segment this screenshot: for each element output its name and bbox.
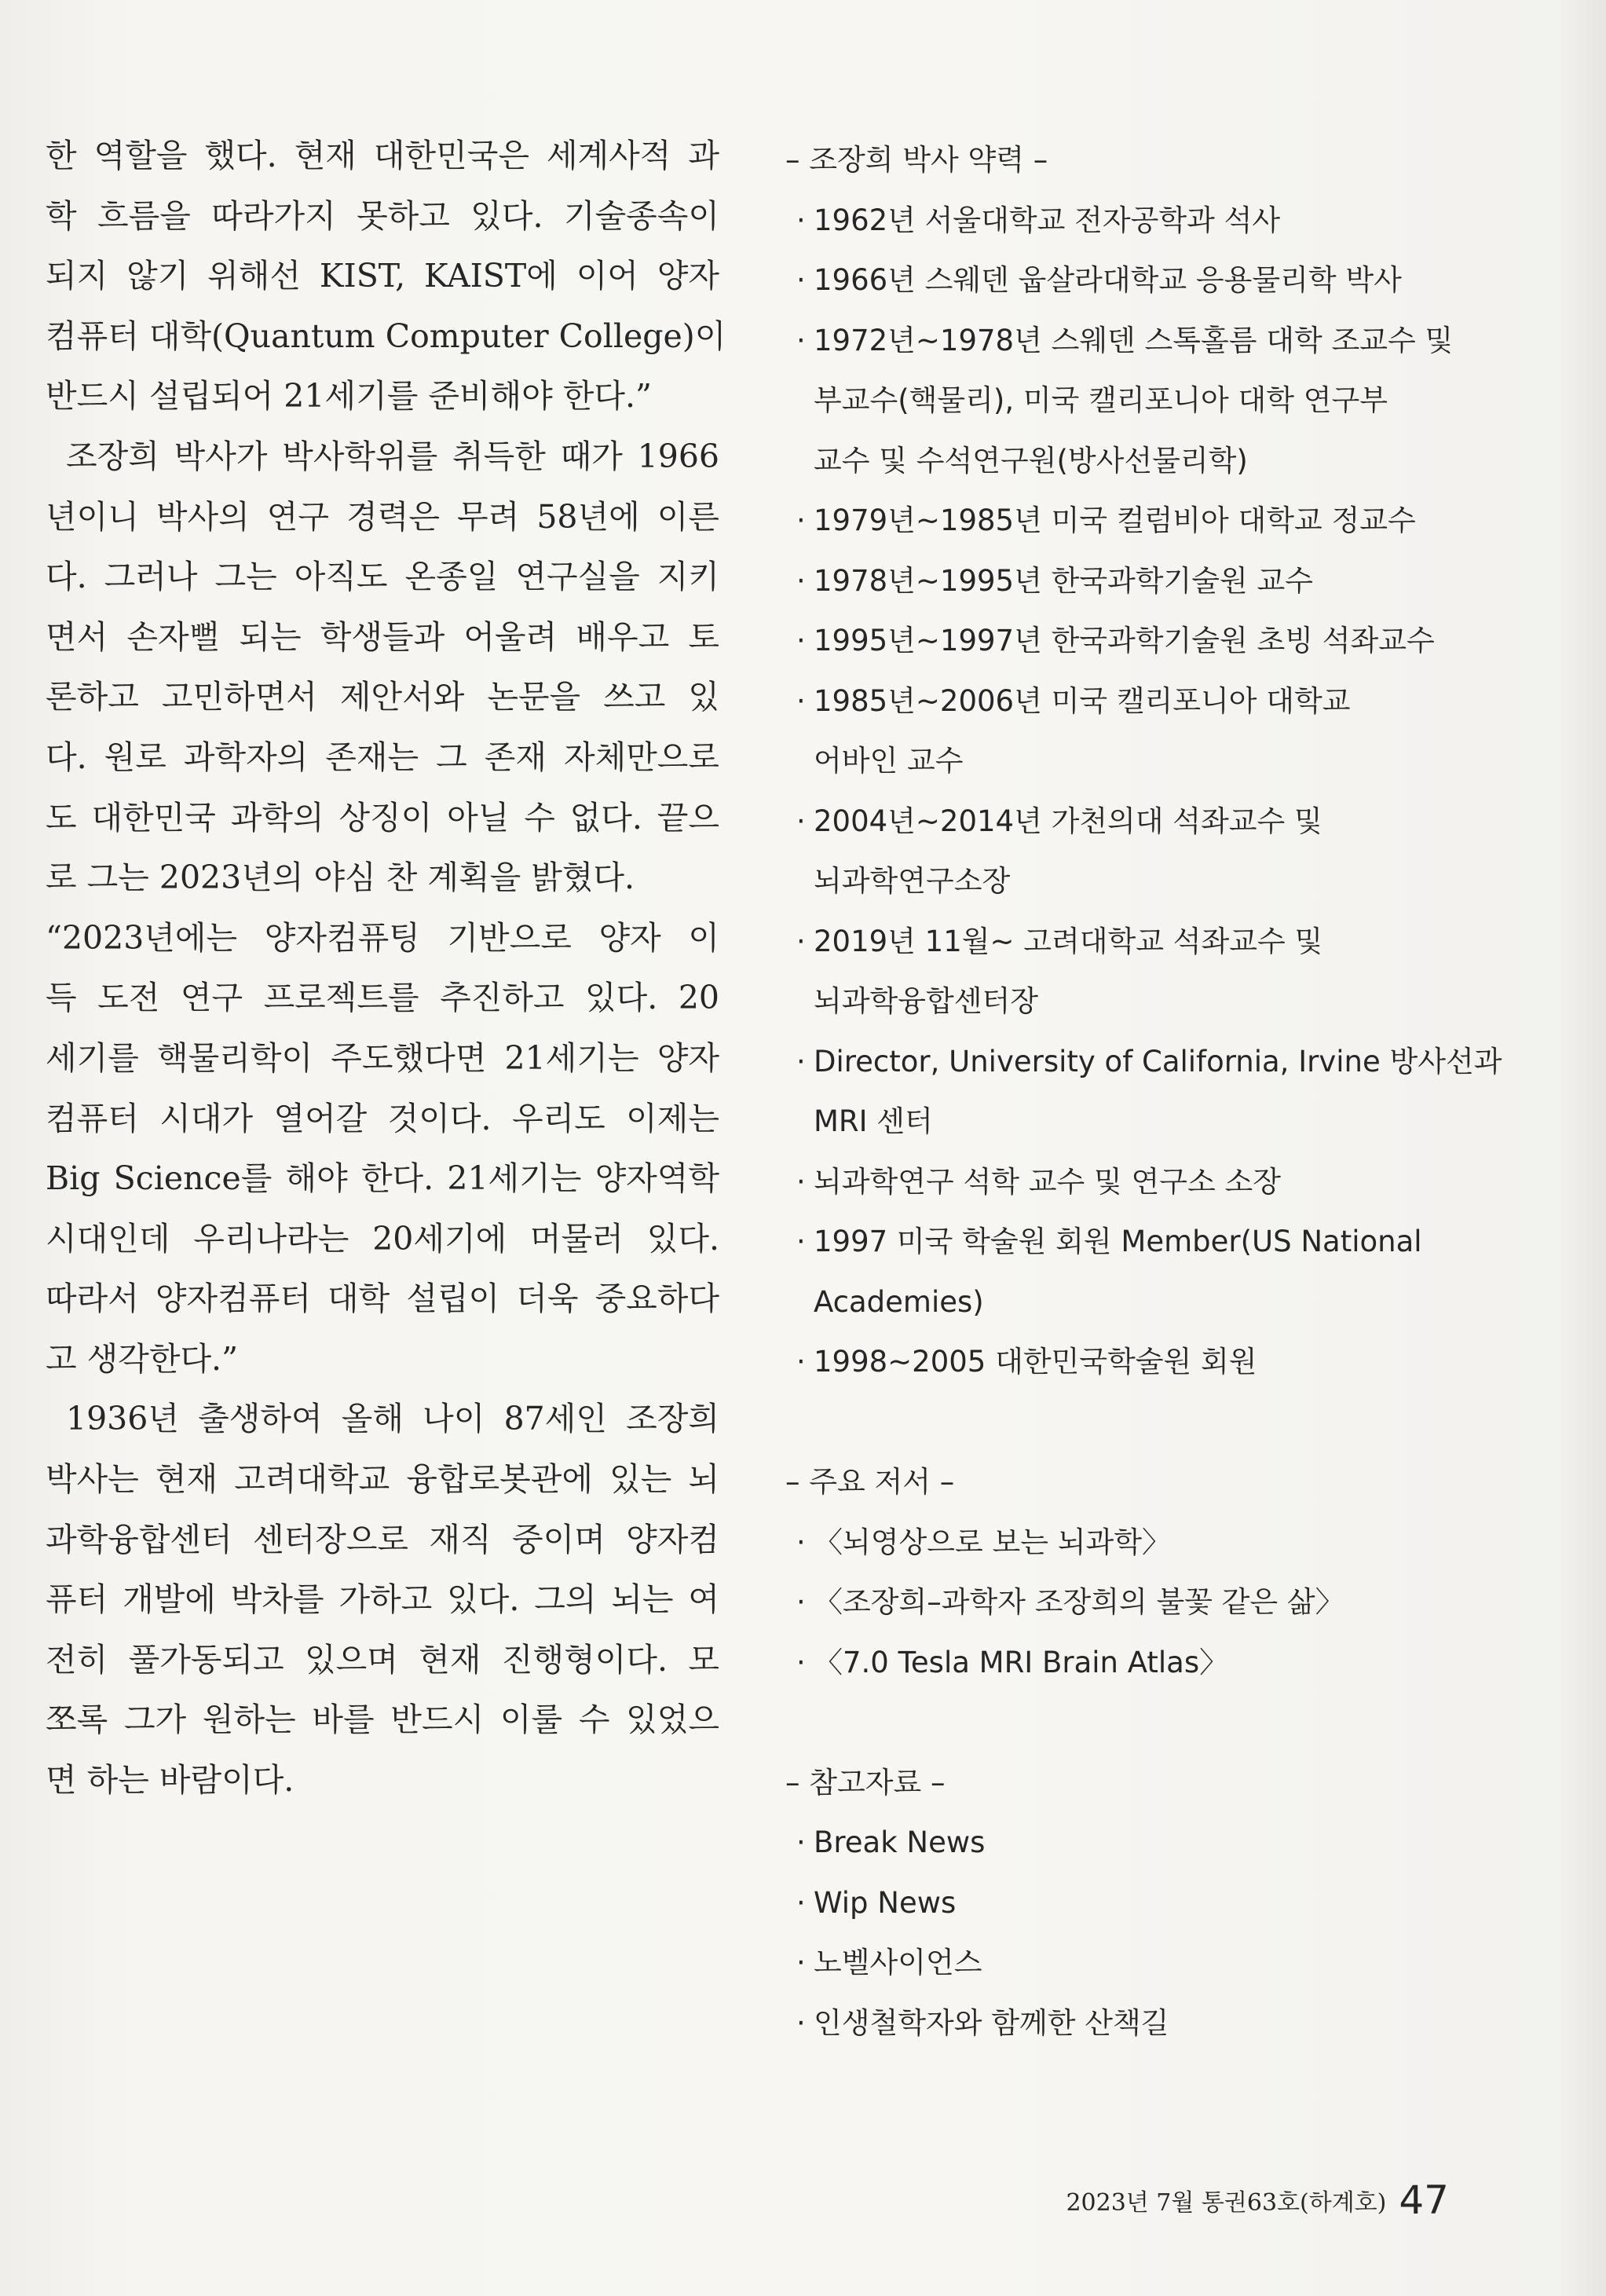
body-text-line: 도 대한민국 과학의 상징이 아닐 수 없다. 끝으 xyxy=(46,798,719,837)
books-heading: – 주요 저서 – xyxy=(785,1465,955,1499)
books-list-item xyxy=(785,1633,1461,1694)
books-list-item xyxy=(785,1573,1461,1633)
career-item-text xyxy=(785,912,1461,972)
body-text-line: 퓨터 개발에 박차를 가하고 있다. 그의 뇌는 여 xyxy=(46,1580,719,1619)
references-item-label: Break News xyxy=(814,1825,986,1859)
career-item-text xyxy=(785,371,1461,431)
body-text-line: 다. 그러나 그는 아직도 온종일 연구실을 지키 xyxy=(46,558,719,596)
body-text-line: 한 역할을 했다. 현재 대한민국은 세계사적 과 xyxy=(46,137,719,174)
body-text-line: 과학융합센터 센터장으로 재직 중이며 양자컴 xyxy=(46,1520,719,1558)
section-spacer xyxy=(785,1393,1461,1453)
body-text-line: 쪼록 그가 원하는 바를 반드시 이룰 수 있었으 xyxy=(46,1701,719,1739)
references-heading: – 참고자료 – xyxy=(785,1765,946,1800)
body-text-line: 박사는 현재 고려대학교 융합로봇관에 있는 뇌 xyxy=(46,1460,719,1499)
career-list-item xyxy=(785,251,1461,311)
references-item-text xyxy=(785,1933,1461,1994)
career-list-item xyxy=(785,551,1461,612)
career-section xyxy=(785,130,1502,1393)
career-item-text xyxy=(785,431,1461,492)
body-text-line: 고 생각한다.” xyxy=(46,1339,239,1378)
references-list-item xyxy=(785,1994,1461,2054)
issue-label: 2023년 7월 통권63호(하계호) xyxy=(1066,2189,1387,2217)
career-item-text xyxy=(785,792,1461,852)
body-text-line: 따라서 양자컴퓨터 대학 설립이 더욱 중요하다 xyxy=(46,1280,719,1318)
career-item-text xyxy=(785,1332,1461,1393)
career-list xyxy=(785,191,1502,1393)
career-item-text xyxy=(785,672,1461,732)
career-item-text xyxy=(785,191,1461,251)
body-text-line: 전히 풀가동되고 있으며 현재 진행형이다. 모 xyxy=(46,1640,719,1679)
books-item-text xyxy=(785,1513,1461,1573)
career-item-label: 1972년~1978년 스웨덴 스톡홀름 대학 조교수 및 xyxy=(814,323,1454,357)
career-list-item xyxy=(785,1212,1461,1332)
career-item-label: 1998~2005 대한민국학술원 회원 xyxy=(814,1345,1257,1379)
career-item-label: 뇌과학연구 석학 교수 및 연구소 소장 xyxy=(814,1164,1281,1199)
career-list-item xyxy=(785,1152,1461,1213)
career-item-label: 부교수(핵물리), 미국 캘리포니아 대학 연구부 xyxy=(814,383,1388,417)
career-item-text xyxy=(785,972,1461,1032)
references-section xyxy=(785,1753,1461,2054)
career-item-label: 어바인 교수 xyxy=(814,744,964,778)
career-item-text xyxy=(785,1092,1461,1152)
body-text-line: 조장희 박사가 박사학위를 취득한 때가 1966 xyxy=(66,437,719,475)
career-item-label: 1997 미국 학술원 회원 Member(US National xyxy=(814,1225,1422,1258)
career-item-label: 1962년 서울대학교 전자공학과 석사 xyxy=(814,203,1281,237)
career-item-label: 2019년 11월~ 고려대학교 석좌교수 및 xyxy=(814,924,1323,958)
references-item-label: 노벨사이언스 xyxy=(814,1946,982,1979)
career-item-label: 교수 및 수석연구원(방사선물리학) xyxy=(814,443,1248,478)
body-text-line: 론하고 고민하면서 제안서와 논문을 쓰고 있 xyxy=(46,678,719,716)
body-text-line: 면 하는 바람이다. xyxy=(46,1761,294,1800)
career-item-label: 1978년~1995년 한국과학기술원 교수 xyxy=(814,563,1314,598)
career-item-text xyxy=(785,1273,1461,1333)
books-item-text xyxy=(785,1573,1461,1633)
career-item-label: Director, University of California, Irvine 방사선과 xyxy=(814,1044,1502,1078)
career-item-label: 뇌과학융합센터장 xyxy=(814,984,1038,1018)
career-item-label: Academies) xyxy=(814,1284,984,1319)
page-footer xyxy=(1066,2177,1449,2223)
career-item-text xyxy=(785,1032,1502,1093)
career-item-text xyxy=(785,731,1461,792)
books-list-item xyxy=(785,1513,1461,1573)
career-item-label: 1995년~1997년 한국과학기술원 초빙 석좌교수 xyxy=(814,624,1435,657)
career-item-text xyxy=(785,251,1461,311)
career-item-label: 1985년~2006년 미국 캘리포니아 대학교 xyxy=(814,683,1351,718)
career-list-item xyxy=(785,1032,1502,1152)
career-item-text xyxy=(785,491,1461,551)
references-list-item xyxy=(785,1933,1461,1994)
career-item-text xyxy=(785,851,1461,912)
career-item-text xyxy=(785,311,1461,372)
body-text-line: 반드시 설립되어 21세기를 준비해야 한다.” xyxy=(46,377,652,416)
career-list-item xyxy=(785,191,1461,251)
body-text-line: Big Science를 해야 한다. 21세기는 양자역학 xyxy=(46,1159,719,1198)
references-list-item xyxy=(785,1873,1461,1934)
body-text-line: 다. 원로 과학자의 존재는 그 존재 자체만으로 xyxy=(46,738,719,776)
references-item-text xyxy=(785,1813,1461,1873)
section-spacer xyxy=(785,1693,1461,1753)
career-list-item xyxy=(785,311,1461,492)
career-heading: – 조장희 박사 약력 – xyxy=(785,143,1048,177)
career-list-item xyxy=(785,1332,1461,1393)
career-item-text xyxy=(785,1152,1461,1213)
article-body-column xyxy=(46,126,726,1811)
career-item-text xyxy=(785,551,1461,612)
books-item-label: 〈조장희–과학자 조장희의 불꽃 같은 삶〉 xyxy=(814,1585,1344,1619)
books-item-text xyxy=(785,1633,1461,1694)
page-number: 47 xyxy=(1399,2177,1449,2223)
books-section xyxy=(785,1452,1461,1693)
sidebar-column xyxy=(785,130,1502,2053)
career-item-label: MRI 센터 xyxy=(814,1104,933,1138)
career-list-item xyxy=(785,792,1461,912)
references-item-label: 인생철학자와 함께한 산책길 xyxy=(814,2005,1169,2040)
career-list-item xyxy=(785,491,1461,551)
career-list-item xyxy=(785,912,1461,1032)
references-item-text xyxy=(785,1994,1461,2054)
body-text-line: 1936년 출생하여 올해 나이 87세인 조장희 xyxy=(66,1400,719,1438)
career-item-label: 1979년~1985년 미국 컬럼비아 대학교 정교수 xyxy=(814,504,1416,537)
body-text-line: “2023년에는 양자컴퓨팅 기반으로 양자 이 xyxy=(46,918,719,957)
books-list xyxy=(785,1513,1461,1694)
career-list-item xyxy=(785,672,1461,792)
career-list-item xyxy=(785,611,1461,672)
references-list xyxy=(785,1813,1461,2053)
body-text-line: 년이니 박사의 연구 경력은 무려 58년에 이른 xyxy=(46,497,719,536)
references-item-label: Wip News xyxy=(814,1885,957,1920)
body-text-line: 로 그는 2023년의 야심 찬 계획을 밝혔다. xyxy=(46,859,635,897)
page-edge-shadow xyxy=(1559,0,1606,2296)
body-text-line: 득 도전 연구 프로젝트를 추진하고 있다. 20 xyxy=(46,979,719,1017)
body-text-line: 학 흐름을 따라가지 못하고 있다. 기술종속이 xyxy=(46,196,719,235)
career-item-text xyxy=(785,611,1461,672)
career-item-label: 2004년~2014년 가천의대 석좌교수 및 xyxy=(814,804,1322,838)
books-item-label: 〈뇌영상으로 보는 뇌과학〉 xyxy=(814,1525,1171,1559)
books-item-label: 〈7.0 Tesla MRI Brain Atlas〉 xyxy=(814,1645,1229,1679)
body-text-line: 컴퓨터 대학(Quantum Computer College)이 xyxy=(46,317,726,355)
body-text-line: 시대인데 우리나라는 20세기에 머물러 있다. xyxy=(46,1219,719,1258)
career-item-label: 1966년 스웨덴 웁살라대학교 응용물리학 박사 xyxy=(814,263,1402,297)
body-text-line: 컴퓨터 시대가 열어갈 것이다. 우리도 이제는 xyxy=(46,1099,719,1137)
references-item-text xyxy=(785,1873,1461,1934)
body-text-line: 면서 손자뻘 되는 학생들과 어울려 배우고 토 xyxy=(46,617,719,656)
body-text-line: 세기를 핵물리학이 주도했다면 21세기는 양자 xyxy=(46,1038,719,1077)
career-item-label: 뇌과학연구소장 xyxy=(814,864,1011,898)
career-item-text xyxy=(785,1212,1461,1273)
body-text-line: 되지 않기 위해선 KIST, KAIST에 이어 양자 xyxy=(46,257,719,295)
references-list-item xyxy=(785,1813,1461,1873)
